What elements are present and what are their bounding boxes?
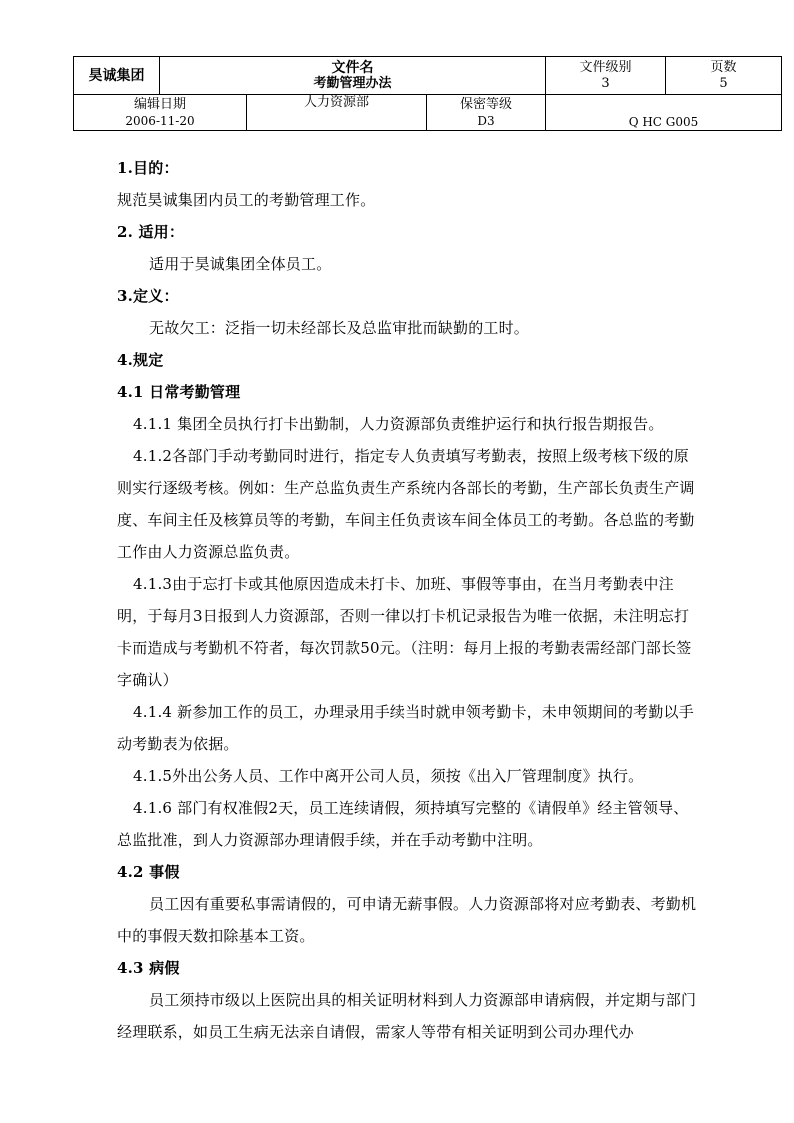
department-name: 人力资源部 <box>303 95 369 110</box>
edit-date-cell <box>74 95 247 131</box>
body-paragraph: 无故欠工：泛指一切未经部长及总监审批而缺勤的工时。 <box>149 319 530 337</box>
company-name: 昊诚集团 <box>74 57 160 95</box>
body-paragraph: 适用于昊诚集团全体员工。 <box>149 255 332 273</box>
document-header-table <box>73 56 782 131</box>
document-body <box>117 152 697 1048</box>
page-count-value: 5 <box>719 75 728 91</box>
section-heading: 4.3 病假 <box>117 959 180 977</box>
document-code-cell <box>546 95 782 131</box>
file-level-value: 3 <box>601 75 610 91</box>
secrecy-value: D3 <box>477 113 495 128</box>
page-count-label: 页数 <box>710 59 737 75</box>
section-heading: 2. 适用： <box>117 223 185 241</box>
body-paragraph: 4.1.4 新参加工作的员工，办理录用手续当时就申领考勤卡，未申领期间的考勤以手动考勤表为依据。 <box>117 703 694 753</box>
body-paragraph: 4.1.2各部门手动考勤同时进行，指定专人负责填写考勤表，按照上级考核下级的原则实行逐级考核。例如：生产总监负责生产系统内各部长的考勤，生产部长负责生产调度、车间主任及核算员等的考勤，车间主任负责该车间全体员工的考勤。各总监的考勤工作由人力资源总监负责。 <box>117 447 695 561</box>
body-paragraph: 4.1.3由于忘打卡或其他原因造成未打卡、加班、事假等事由，在当月考勤表中注明，于每月3日报到人力资源部，否则一律以打卡机记录报告为唯一依据，未注明忘打卡而造成与考勤机不符者，每次罚款50元。（注明：每月上报的考勤表需经部门部长签字确认） <box>117 575 692 689</box>
edit-date-value: 2006-11-20 <box>125 113 195 128</box>
edit-date-label: 编辑日期 <box>133 96 186 112</box>
body-paragraph: 4.1.1 集团全员执行打卡出勤制，人力资源部负责维护运行和执行报告期报告。 <box>133 415 664 433</box>
section-heading: 4.2 事假 <box>117 863 180 881</box>
page-count-cell <box>666 57 782 95</box>
department-cell <box>247 95 427 131</box>
document-code: Q HC G005 <box>628 115 699 129</box>
body-paragraph: 员工因有重要私事需请假的，可申请无薪事假。人力资源部将对应考勤表、考勤机中的事假天数扣除基本工资。 <box>117 895 697 945</box>
file-level-label: 文件级别 <box>579 59 632 75</box>
section-heading: 1.目的： <box>117 159 179 177</box>
body-paragraph: 4.1.5外出公务人员、工作中离开公司人员，须按《出入厂管理制度》执行。 <box>133 767 644 785</box>
document-title-cell <box>160 57 546 95</box>
secrecy-label: 保密等级 <box>459 96 512 112</box>
secrecy-cell <box>427 95 546 131</box>
section-heading: 3.定义： <box>117 287 179 305</box>
document-name: 考勤管理办法 <box>313 75 392 91</box>
body-paragraph: 规范昊诚集团内员工的考勤管理工作。 <box>117 191 376 209</box>
body-paragraph: 员工须持市级以上医院出具的相关证明材料到人力资源部申请病假，并定期与部门经理联系，如员工生病无法亲自请假，需家人等带有相关证明到公司办理代办 <box>117 991 697 1041</box>
section-heading: 4.规定 <box>117 351 164 369</box>
section-heading: 4.1 日常考勤管理 <box>117 383 241 401</box>
file-level-cell <box>546 57 666 95</box>
document-name-label: 文件名 <box>331 59 374 76</box>
body-paragraph: 4.1.6 部门有权准假2天，员工连续请假，须持填写完整的《请假单》经主管领导、总监批准，到人力资源部办理请假手续，并在手动考勤中注明。 <box>117 799 689 849</box>
